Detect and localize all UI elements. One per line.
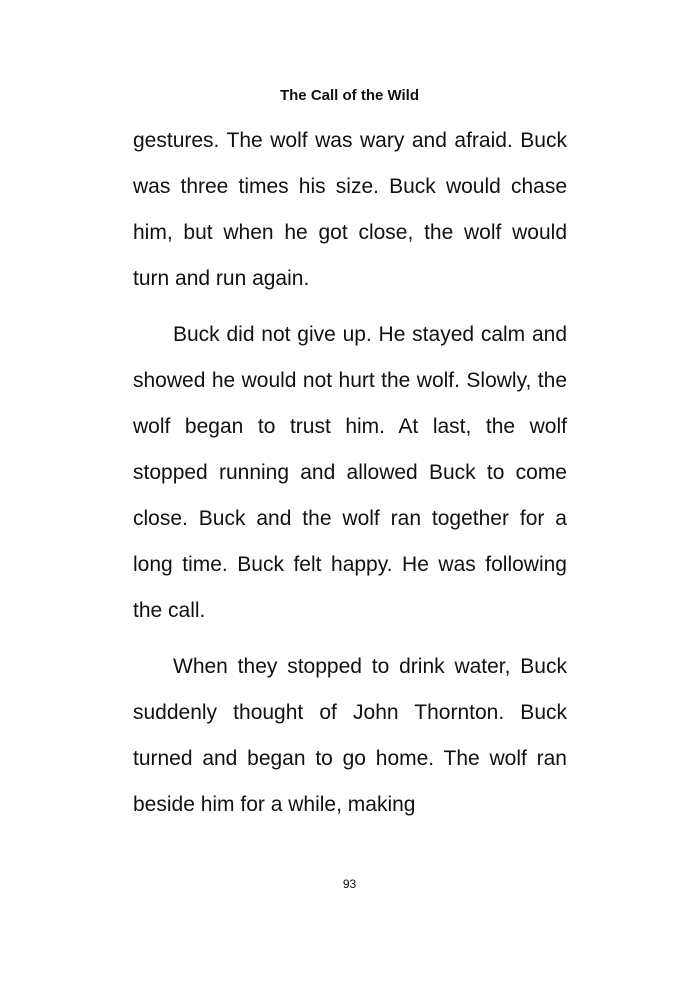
paragraph: When they stopped to drink water, Buck suddenly thought of John Thornton. Buck turned and began to go home. The wolf ran beside him for a while, making xyxy=(133,655,567,816)
running-header-title: The Call of the Wild xyxy=(279,87,420,104)
paragraph: Buck did not give up. He stayed calm and showed he would not hurt the wolf. Slowly, the wolf began to trust him. At last, the wolf stopped running and allowed Buck to come close. Buck and the wolf ran together for a long time. Buck felt happy. He was following the call. xyxy=(133,323,567,622)
page-number: 93 xyxy=(342,877,357,891)
paragraph-continued: gestures. The wolf was wary and afraid. Buck was three times his size. Buck would chase him, but when he got close, the wolf would turn and run again. xyxy=(133,129,567,290)
body-text xyxy=(133,118,567,828)
